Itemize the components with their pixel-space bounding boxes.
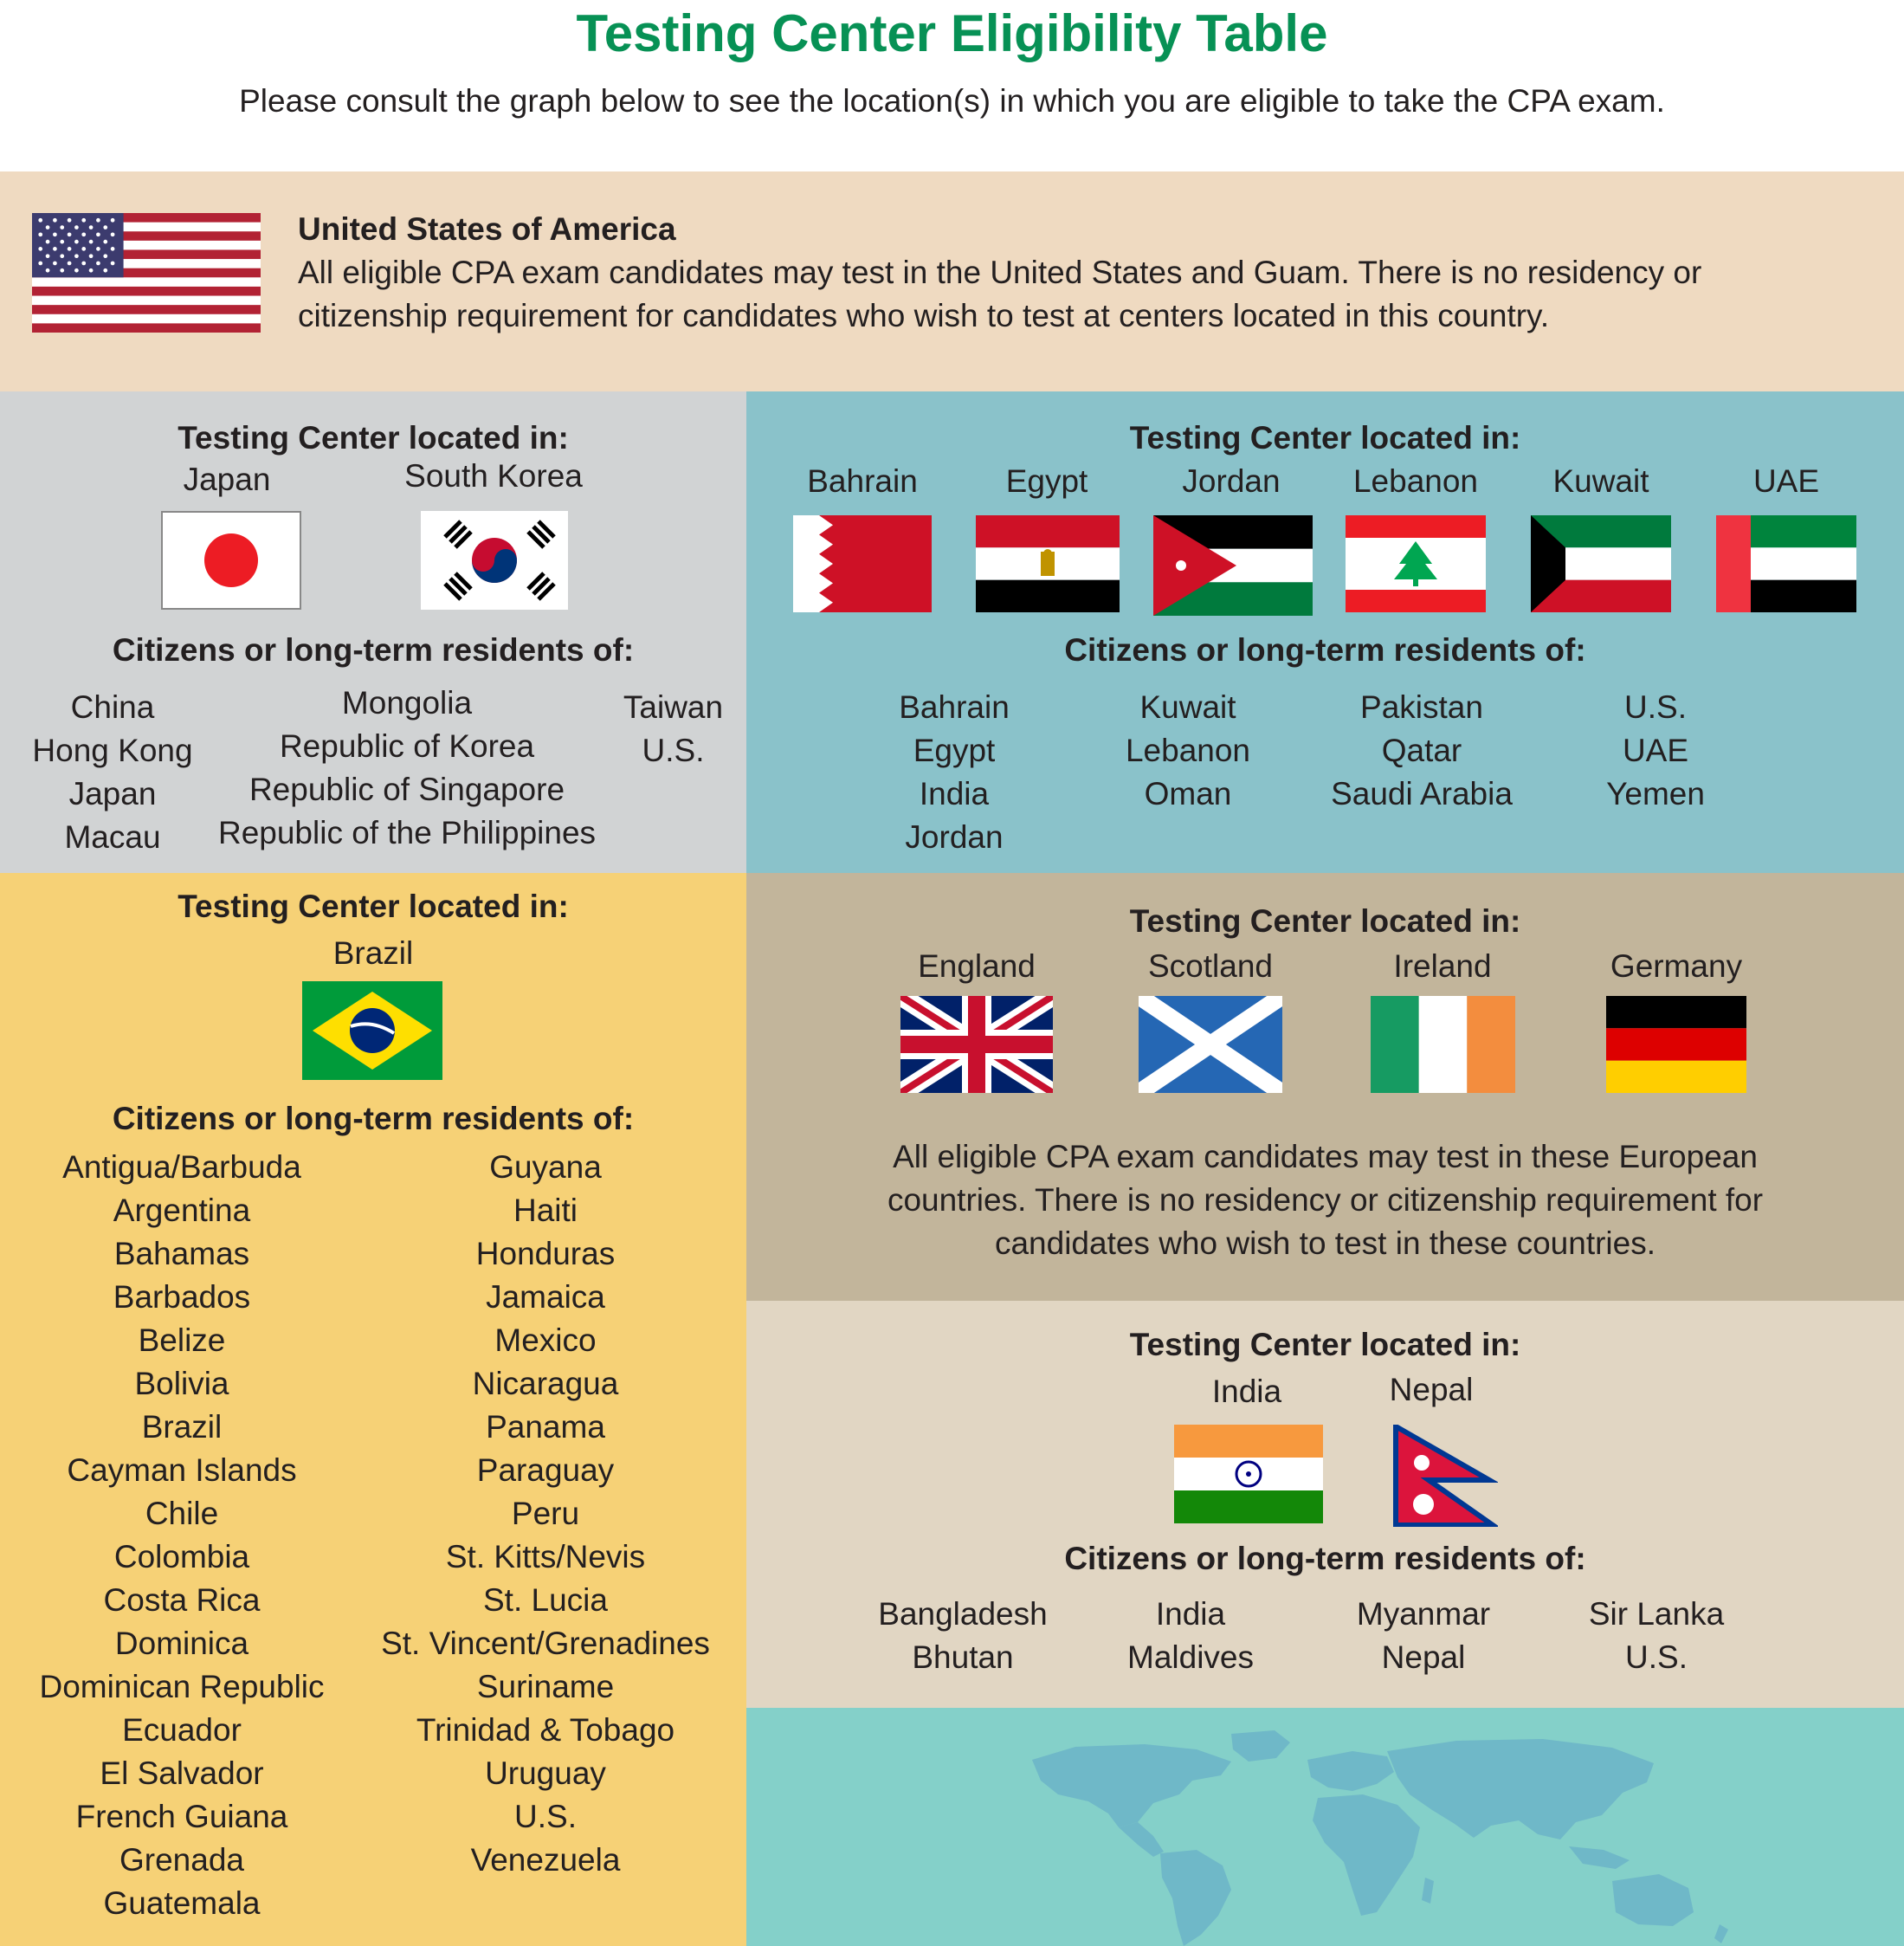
center-name-jordan: Jordan: [1182, 463, 1281, 499]
europe-center-heading: Testing Center located in:: [1129, 903, 1521, 939]
asia-residents-col-2: [199, 682, 615, 855]
list-item: Myanmar: [1356, 1596, 1491, 1632]
list-item: Jordan: [905, 819, 1004, 855]
list-item: U.S.: [514, 1799, 577, 1834]
list-item: Dominica: [114, 1626, 249, 1661]
list-item: El Salvador: [100, 1755, 264, 1791]
center-name-south-korea: South Korea: [404, 458, 583, 494]
list-item: India: [919, 776, 990, 811]
brazil-residents-col-1: [9, 1146, 355, 1925]
list-item: Barbados: [113, 1279, 251, 1315]
usa-text-line-2: citizenship requirement for candidates who wish to test at centers located in this country.: [298, 298, 1550, 333]
south-asia-residents-col-3: [1337, 1593, 1510, 1679]
list-item: Qatar: [1381, 733, 1462, 768]
asia-residents-heading: Citizens or long-term residents of:: [112, 632, 635, 668]
europe-text-line-3: candidates who wish to test in these countries.: [994, 1225, 1656, 1261]
center-name-england: England: [918, 948, 1036, 984]
middle-east-section: [746, 391, 1904, 873]
list-item: Haiti: [513, 1193, 578, 1228]
list-item: Pakistan: [1360, 689, 1483, 725]
south-asia-residents-col-4: [1570, 1593, 1743, 1679]
list-item: Colombia: [113, 1539, 250, 1574]
south-asia-residents-col-2: [1104, 1593, 1277, 1679]
list-item: U.S.: [1625, 1639, 1688, 1675]
brazil-residents-heading: Citizens or long-term residents of:: [112, 1101, 635, 1136]
list-item: Ecuador: [122, 1712, 242, 1748]
list-item: U.S.: [1624, 689, 1687, 725]
center-name-india: India: [1211, 1374, 1282, 1409]
list-item: Suriname: [476, 1669, 615, 1704]
uae-flag-icon: [1716, 515, 1856, 612]
list-item: Costa Rica: [103, 1582, 261, 1618]
europe-section: [746, 873, 1904, 1301]
jordan-flag-icon: [1153, 515, 1313, 616]
list-item: Republic of the Philippines: [217, 815, 597, 850]
list-item: India: [1155, 1596, 1226, 1632]
list-item: Saudi Arabia: [1331, 776, 1513, 811]
list-item: Uruguay: [485, 1755, 606, 1791]
list-item: Egypt: [913, 733, 996, 768]
world-map-section: [746, 1708, 1904, 1946]
usa-flag-icon: [32, 213, 261, 333]
center-name-brazil: Brazil: [332, 935, 414, 971]
list-item: Bangladesh: [878, 1596, 1048, 1632]
list-item: Trinidad & Tobago: [416, 1712, 675, 1748]
nepal-flag-icon: [1392, 1425, 1498, 1527]
asia-section: [0, 391, 746, 873]
germany-flag-icon: [1606, 996, 1746, 1093]
south-asia-residents-col-1: [859, 1593, 1067, 1679]
center-name-egypt: Egypt: [1005, 463, 1088, 499]
list-item: Venezuela: [470, 1842, 621, 1878]
europe-text-line-2: countries. There is no residency or citizenship requirement for: [887, 1182, 1764, 1218]
list-item: Chile: [145, 1496, 219, 1531]
kuwait-flag-icon: [1531, 515, 1671, 612]
list-item: Peru: [511, 1496, 580, 1531]
list-item: Dominican Republic: [39, 1669, 325, 1704]
scotland-flag-icon: [1139, 996, 1282, 1093]
south-asia-section: [746, 1301, 1904, 1708]
brazil-flag-icon: [302, 981, 442, 1080]
list-item: Maldives: [1127, 1639, 1254, 1675]
list-item: Macau: [64, 819, 161, 855]
list-item: Grenada: [119, 1842, 244, 1878]
list-item: Mongolia: [341, 685, 473, 721]
egypt-flag-icon: [976, 515, 1120, 612]
list-item: Paraguay: [476, 1452, 615, 1488]
list-item: Honduras: [475, 1236, 616, 1271]
list-item: Bhutan: [912, 1639, 1014, 1675]
list-item: St. Kitts/Nevis: [445, 1539, 646, 1574]
center-name-kuwait: Kuwait: [1552, 463, 1649, 499]
south-asia-residents-heading: Citizens or long-term residents of:: [1064, 1541, 1586, 1576]
center-name-japan: Japan: [183, 462, 271, 497]
list-item: Nepal: [1381, 1639, 1466, 1675]
middle-east-center-heading: Testing Center located in:: [1129, 420, 1521, 456]
list-item: Antigua/Barbuda: [62, 1149, 301, 1185]
brazil-section: [0, 873, 746, 1946]
center-name-bahrain: Bahrain: [807, 463, 918, 499]
south-asia-center-heading: Testing Center located in:: [1129, 1327, 1521, 1362]
center-name-ireland: Ireland: [1393, 948, 1492, 984]
list-item: Belize: [138, 1322, 226, 1358]
list-item: Republic of Singapore: [248, 772, 565, 807]
list-item: Guyana: [489, 1149, 602, 1185]
list-item: Kuwait: [1139, 689, 1236, 725]
world-map-icon: [746, 1708, 1904, 1946]
usa-section: [0, 171, 1904, 391]
asia-residents-col-1: [9, 686, 216, 859]
usa-text-line-1: All eligible CPA exam candidates may test in the United States and Guam. There is no residency or: [298, 255, 1702, 290]
list-item: St. Lucia: [483, 1582, 608, 1618]
bahrain-flag-icon: [793, 515, 932, 612]
list-item: Bahrain: [899, 689, 1010, 725]
usa-heading: United States of America: [298, 211, 676, 247]
japan-flag-icon: [161, 511, 301, 610]
lebanon-flag-icon: [1346, 515, 1486, 612]
list-item: Jamaica: [486, 1279, 605, 1315]
list-item: Republic of Korea: [279, 728, 535, 764]
list-item: Oman: [1144, 776, 1232, 811]
asia-residents-col-3: [606, 686, 740, 773]
list-item: U.S.: [642, 733, 705, 768]
page-title: Testing Center Eligibility Table: [576, 4, 1328, 62]
list-item: Taiwan: [623, 689, 724, 725]
middle-east-residents-heading: Citizens or long-term residents of:: [1064, 632, 1586, 668]
list-item: Argentina: [113, 1193, 251, 1228]
list-item: UAE: [1622, 733, 1689, 768]
list-item: Lebanon: [1125, 733, 1251, 768]
middle-east-residents-col-4: [1569, 686, 1742, 816]
center-name-uae: UAE: [1752, 463, 1820, 499]
list-item: Hong Kong: [32, 733, 193, 768]
uk-flag-icon: [900, 996, 1053, 1093]
list-item: Yemen: [1606, 776, 1705, 811]
list-item: French Guiana: [75, 1799, 288, 1834]
list-item: St. Vincent/Grenadines: [381, 1626, 710, 1661]
list-item: China: [70, 689, 155, 725]
asia-center-heading: Testing Center located in:: [177, 420, 569, 456]
middle-east-residents-col-3: [1318, 686, 1526, 816]
europe-text-line-1: All eligible CPA exam candidates may test in these European: [893, 1139, 1758, 1174]
center-name-nepal: Nepal: [1389, 1372, 1474, 1407]
ireland-flag-icon: [1371, 996, 1515, 1093]
middle-east-residents-col-1: [868, 686, 1041, 859]
list-item: Bolivia: [134, 1366, 229, 1401]
list-item: Sir Lanka: [1588, 1596, 1725, 1632]
center-name-germany: Germany: [1610, 948, 1743, 984]
list-item: Mexico: [494, 1322, 597, 1358]
brazil-residents-col-2: [355, 1146, 736, 1882]
list-item: Brazil: [141, 1409, 223, 1445]
center-name-scotland: Scotland: [1148, 948, 1273, 984]
list-item: Panama: [486, 1409, 605, 1445]
list-item: Cayman Islands: [67, 1452, 297, 1488]
india-flag-icon: [1174, 1425, 1323, 1523]
list-item: Japan: [68, 776, 157, 811]
brazil-center-heading: Testing Center located in:: [177, 889, 569, 924]
center-name-lebanon: Lebanon: [1352, 463, 1479, 499]
list-item: Nicaragua: [472, 1366, 619, 1401]
south-korea-flag-icon: [421, 511, 568, 610]
list-item: Bahamas: [113, 1236, 250, 1271]
list-item: Guatemala: [103, 1885, 261, 1921]
middle-east-residents-col-2: [1101, 686, 1275, 816]
page-subtitle: Please consult the graph below to see the location(s) in which you are eligible to take the CPA exam.: [239, 83, 1665, 119]
